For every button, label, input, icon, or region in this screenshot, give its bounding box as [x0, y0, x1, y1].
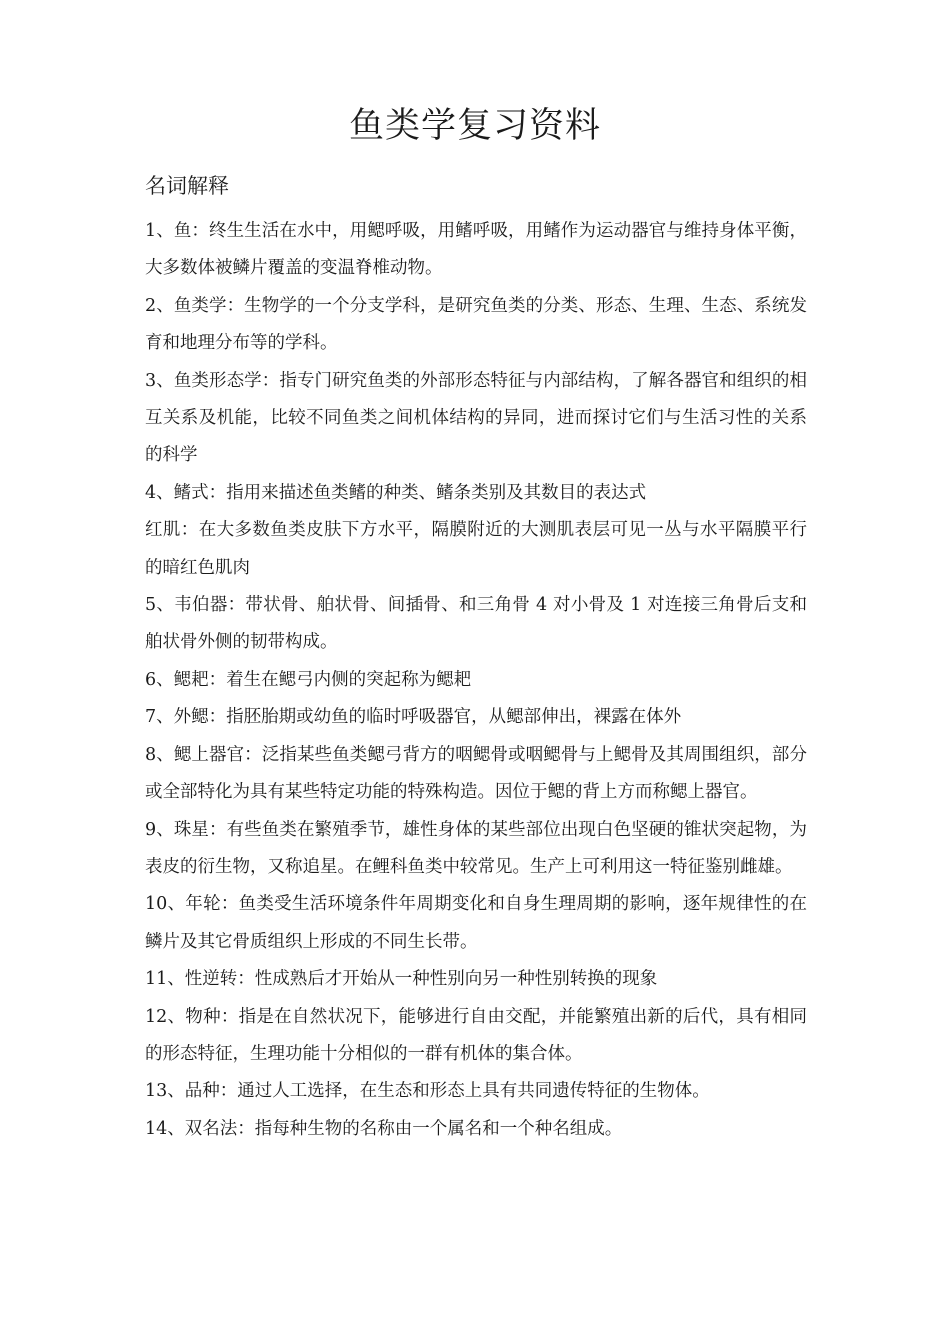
definition-item: 11、性逆转：性成熟后才开始从一种性别向另一种性别转换的现象 — [145, 969, 658, 990]
section-heading: 名词解释 — [145, 174, 229, 198]
definition-item: 3、鱼类形态学：指专门研究鱼类的外部形态特征与内部结构，了解各器官和组织的相互关系及机能，比较不同鱼类之间机体结构的异同，进而探讨它们与生活习性的关系的科学 — [145, 370, 807, 466]
definition-item: 12、物种：指是在自然状况下，能够进行自由交配，并能繁殖出新的后代，具有相同的形态特征，生理功能十分相似的一群有机体的集合体。 — [145, 1006, 807, 1064]
definition-item: 6、鳃耙：着生在鳃弓内侧的突起称为鳃耙 — [145, 669, 472, 690]
definition-item: 5、韦伯器：带状骨、舶状骨、间插骨、和三角骨 4 对小骨及 1 对连接三角骨后支和舶状骨外侧的韧带构成。 — [145, 595, 807, 653]
definition-item: 13、品种：通过人工选择，在生态和形态上具有共同遗传特征的生物体。 — [145, 1081, 710, 1102]
definition-item: 2、鱼类学：生物学的一个分支学科，是研究鱼类的分类、形态、生理、生态、系统发育和地理分布等的学科。 — [145, 295, 807, 354]
definition-item: 7、外鳃：指胚胎期或幼鱼的临时呼吸器官，从鳃部伸出，裸露在体外 — [145, 707, 682, 728]
definition-item: 红肌：在大多数鱼类皮肤下方水平，隔膜附近的大测肌表层可见一丛与水平隔膜平行的暗红色肌肉 — [145, 520, 807, 578]
definition-item: 8、鳃上器官：泛指某些鱼类鳃弓背方的咽鳃骨或咽鳃骨与上鳃骨及其周围组织，部分或全部特化为具有某些特定功能的特殊构造。因位于鳃的背上方而称鳃上器官。 — [145, 744, 807, 803]
definition-item: 4、鳍式：指用来描述鱼类鳍的种类、鳍条类别及其数目的表达式 — [145, 482, 647, 503]
definition-item: 1、鱼：终生生活在水中，用鳃呼吸，用鳍呼吸，用鳍作为运动器官与维持身体平衡，大多数体被鳞片覆盖的变温脊椎动物。 — [145, 221, 807, 279]
definition-item: 14、双名法：指每种生物的名称由一个属名和一个种名组成。 — [145, 1118, 623, 1139]
definition-list — [145, 213, 807, 1148]
definition-item: 10、年轮：鱼类受生活环境条件年周期变化和自身生理周期的影响，逐年规律性的在鳞片及其它骨质组织上形成的不同生长带。 — [145, 894, 807, 952]
document-title: 鱼类学复习资料 — [348, 106, 601, 146]
definition-item: 9、珠星：有些鱼类在繁殖季节，雄性身体的某些部位出现白色坚硬的锥状突起物，为表皮的衍生物，又称追星。在鲤科鱼类中较常见。生产上可利用这一特征鉴别雌雄。 — [145, 819, 807, 877]
